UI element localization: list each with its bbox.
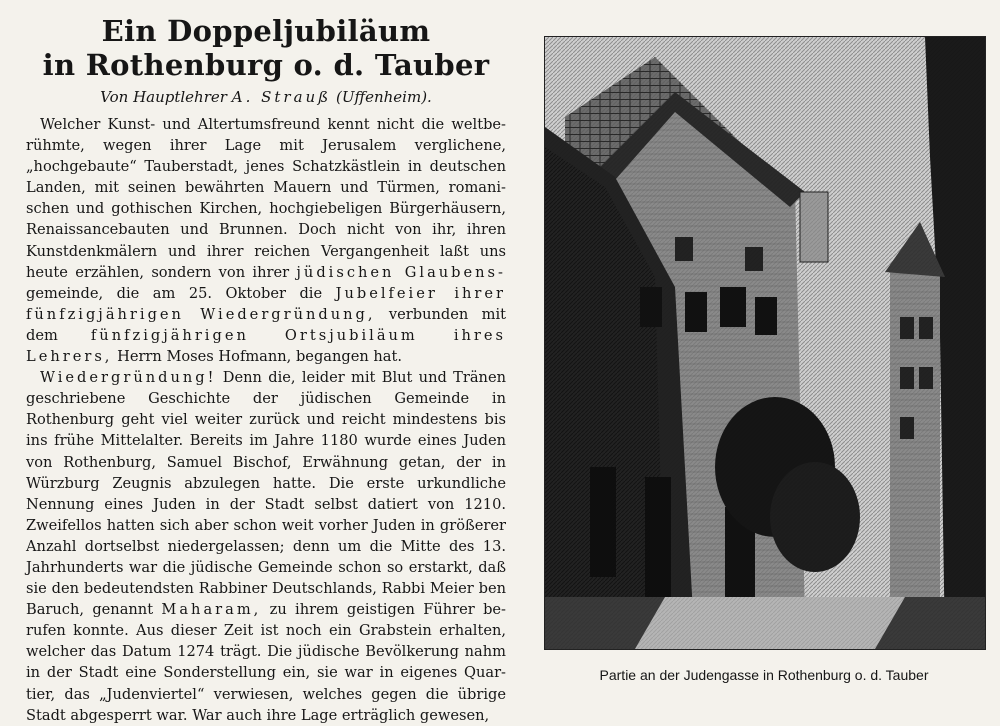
text-line: welcher das Datum 1274 trägt. Die jüdische Bevölkerung nahm <box>26 643 506 661</box>
text-line: Herrn Moses Hofmann, begangen hat. <box>117 348 402 366</box>
article-body <box>26 114 506 726</box>
text-line: „hochgebaute“ Tauberstadt, jenes Schatzkästlein in deutschen <box>26 158 506 176</box>
text-line: Welcher Kunst- und Altertumsfreund kennt nicht die weltbe- <box>40 116 506 133</box>
text-line: gemeinde, die am 25. Oktober die <box>26 284 323 302</box>
paragraph-1 <box>26 114 506 367</box>
byline <box>26 86 506 108</box>
emphasis-text: Jubelfeier ihrer <box>335 284 506 302</box>
text-line: Jahrhunderts war die jüdische Gemeinde schon so erstarkt, daß <box>26 558 506 576</box>
title-line-1: Ein Doppeljubiläum <box>101 14 431 48</box>
text-line: Rothenburg geht viel weiter zurück und reicht mindestens bis <box>26 411 506 429</box>
byline-author: A. Strauß <box>231 88 332 106</box>
byline-prefix: Von Hauptlehrer <box>100 88 227 106</box>
figure-caption: Partie an der Judengasse in Rothenburg o. d. Tauber <box>599 667 929 683</box>
emphasis-text: fünfzigjährigen Ortsjubiläum ihres <box>90 326 506 344</box>
text-line: Denn die, leider mit Blut und <box>222 369 447 387</box>
text-line: Nennung eines Juden in der Stadt selbst datiert von 1210. <box>26 495 506 513</box>
text-line: der in Würzburg Zeugnis abzulegen hatte. Die erste urkundliche <box>26 453 506 492</box>
article-title <box>26 14 506 82</box>
emphasis-text: fünfzigjährigen Wiedergründung, <box>26 305 376 323</box>
text-line: Tränen geschriebene Geschichte der jüdischen Gemeinde in <box>26 369 506 408</box>
text-line: sie den bedeutendsten Rabbiner Deutschlands, Rabbi Meier ben <box>26 580 506 598</box>
street-drawing <box>545 37 985 649</box>
text-line: rühmte, wegen ihrer Lage mit Jerusalem verglichene, <box>26 137 506 155</box>
emphasis-text: Wiedergründung! <box>40 369 217 387</box>
text-line: schen und gothischen Kirchen, hochgiebeligen Bürgerhäusern, <box>26 200 506 218</box>
text-line: Baruch, genannt <box>26 601 154 619</box>
text-line: rufen konnte. Aus dieser Zeit ist noch ein Grabstein erhalten, <box>26 622 506 640</box>
emphasis-text: Lehrers, <box>26 348 113 366</box>
text-line: Landen, mit seinen bewährten Mauern und Türmen, romani- <box>26 179 506 197</box>
text-line: zu ihrem geistigen Führer be- <box>269 601 506 619</box>
text-line: Juden von Rothenburg, Samuel Bischof, Erwähnung getan, <box>26 432 506 471</box>
paragraph-2 <box>26 367 506 726</box>
title-line-2: in Rothenburg o. d. Tauber <box>42 48 490 82</box>
text-line: Kunstdenkmälern und ihrer reichen Vergangenheit laßt uns <box>26 242 506 260</box>
text-line: verbunden <box>388 305 469 323</box>
text-line: Renaissancebauten und Brunnen. Doch nicht von ihr, ihren <box>26 221 506 239</box>
street-illustration <box>544 36 986 650</box>
emphasis-text: jüdischen Glaubens- <box>296 263 506 281</box>
article <box>26 14 506 726</box>
emphasis-text: Maharam, <box>161 601 262 619</box>
text-line: Stadt abgesperrt war. War auch ihre Lage erträglich gewesen, <box>26 706 490 724</box>
byline-location: (Uffenheim). <box>335 88 432 106</box>
text-line: Anzahl dortselbst niedergelassen; denn um die Mitte des 13. <box>26 537 506 555</box>
text-line: mit dem <box>26 305 507 344</box>
text-line: tier, das „Judenviertel“ verwiesen, welches gegen die übrige <box>26 685 506 703</box>
text-line: Zweifellos hatten sich aber schon weit vorher Juden in größerer <box>26 516 506 534</box>
text-line: ins frühe Mittelalter. Bereits im Jahre 1180 wurde eines <box>26 432 457 450</box>
text-line: in der Stadt eine Sonderstellung ein, sie war in eigenes Quar- <box>26 664 506 682</box>
text-line: heute erzählen, sondern von ihrer <box>26 263 290 281</box>
